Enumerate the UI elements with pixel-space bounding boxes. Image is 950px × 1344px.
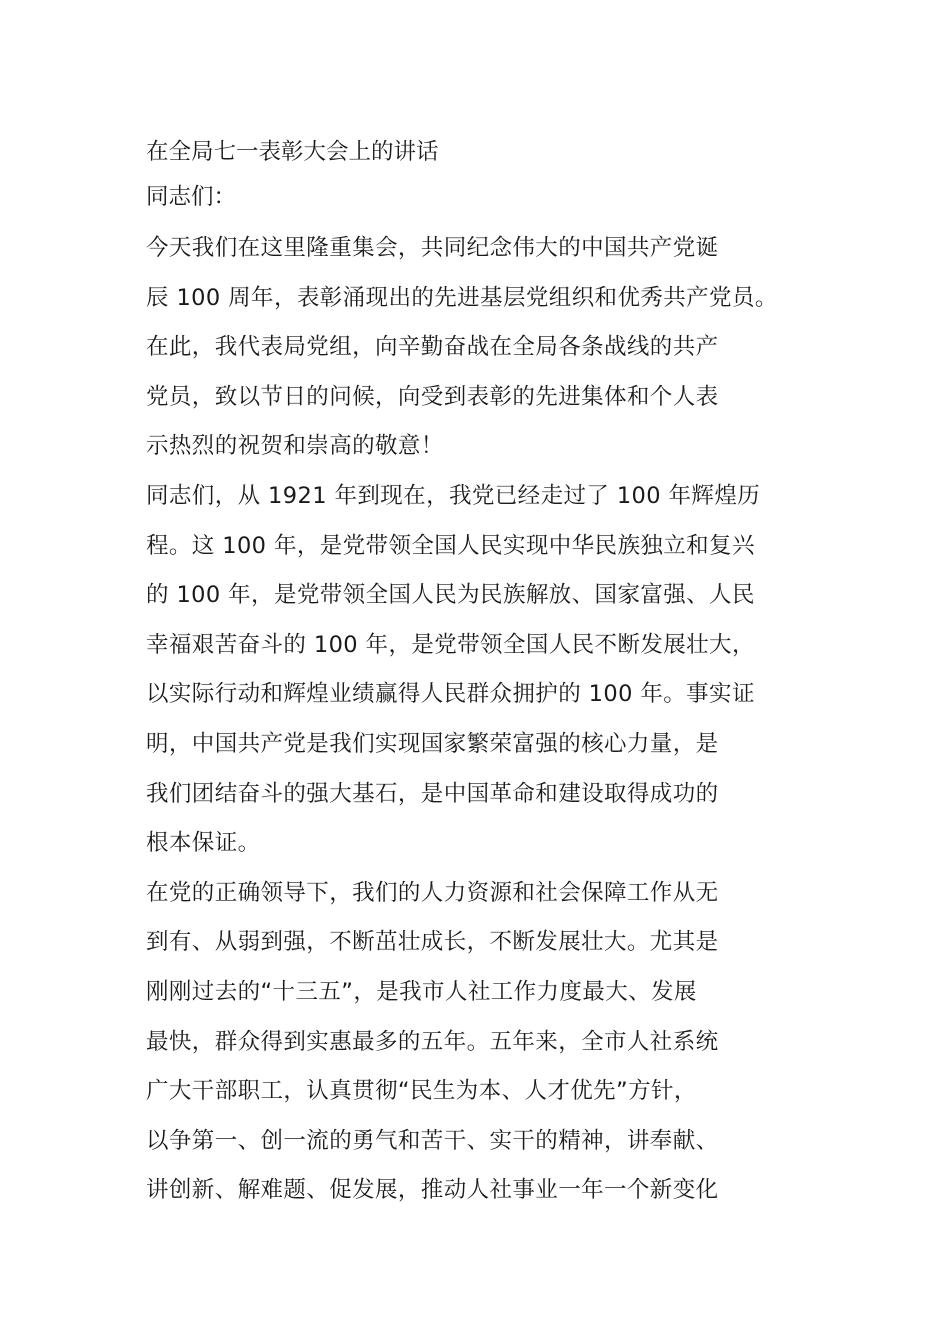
paragraph-line: 程。这 100 年，是党带领全国人民实现中华民族独立和复兴 — [146, 532, 755, 559]
paragraph-line: 讲创新、解难题、促发展，推动人社事业一年一个新变化 — [146, 1177, 719, 1204]
document-body — [146, 130, 826, 1216]
paragraph-line: 在党的正确领导下，我们的人力资源和社会保障工作从无 — [146, 879, 719, 906]
paragraph-1 — [146, 224, 826, 472]
paragraph-line: 到有、从弱到强，不断茁壮成长，不断发展壮大。尤其是 — [146, 929, 719, 956]
paragraph-line: 刚刚过去的“十三五”，是我市人社工作力度最大、发展 — [146, 978, 697, 1005]
paragraph-line: 广大干部职工，认真贯彻“民生为本、人才优先”方针， — [146, 1078, 697, 1105]
paragraph-line: 明，中国共产党是我们实现国家繁荣富强的核心力量，是 — [146, 730, 719, 757]
paragraph-line: 在此，我代表局党组，向辛勤奋战在全局各条战线的共产 — [146, 334, 719, 361]
paragraph-line: 以争第一、创一流的勇气和苦干、实干的精神，讲奉献、 — [146, 1127, 719, 1154]
paragraph-line: 示热烈的祝贺和崇高的敬意！ — [146, 433, 444, 460]
paragraph-line: 的 100 年，是党带领全国人民为民族解放、国家富强、人民 — [146, 582, 755, 609]
paragraph-line: 根本保证。 — [146, 830, 261, 857]
paragraph-line: 我们团结奋斗的强大基石，是中国革命和建设取得成功的 — [146, 780, 719, 807]
paragraph-line: 以实际行动和辉煌业绩赢得人民群众拥护的 100 年。事实证 — [146, 681, 755, 708]
paragraph-line: 辰 100 周年，表彰涌现出的先进基层党组织和优秀共产党员。 — [146, 284, 778, 311]
paragraph-line: 党员，致以节日的问候，向受到表彰的先进集体和个人表 — [146, 383, 719, 410]
paragraph-line: 今天我们在这里隆重集会，共同纪念伟大的中国共产党诞 — [146, 235, 719, 261]
paragraph-line: 幸福艰苦奋斗的 100 年，是党带领全国人民不断发展壮大， — [146, 631, 755, 658]
document-title: 在全局七一表彰大会上的讲话 — [146, 139, 439, 165]
paragraph-3 — [146, 869, 826, 1216]
salutation: 同志们： — [146, 184, 237, 210]
paragraph-line: 同志们，从 1921 年到现在，我党已经走过了 100 年辉煌历 — [146, 482, 761, 509]
paragraph-2 — [146, 472, 826, 869]
paragraph-line: 最快，群众得到实惠最多的五年。五年来，全市人社系统 — [146, 1028, 719, 1055]
